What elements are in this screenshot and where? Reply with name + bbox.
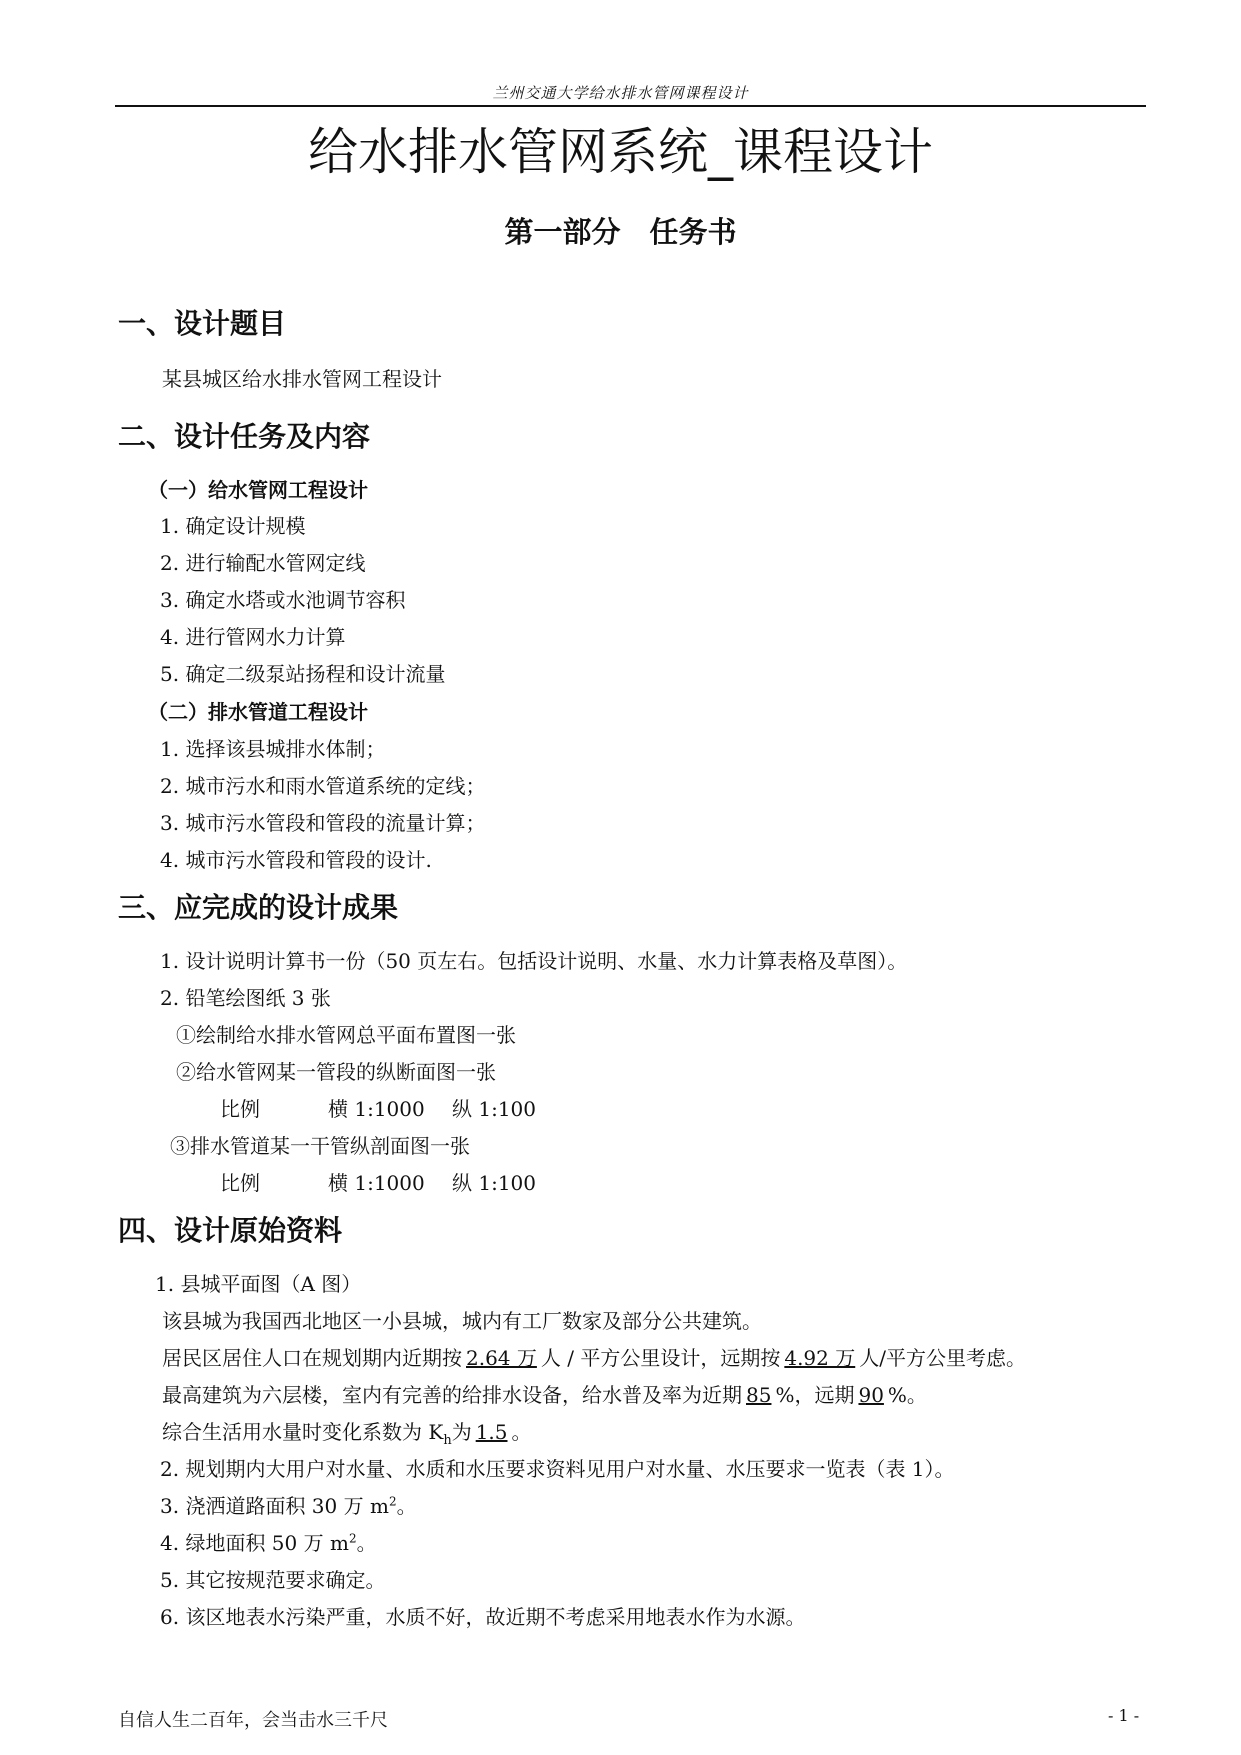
drawing-item: ②给水管网某一管段的纵断面图一张 (176, 1060, 496, 1084)
list-item: 2. 城市污水和雨水管道系统的定线； (160, 774, 486, 798)
scale-label: 比例 (220, 1171, 260, 1195)
list-item: 1. 县城平面图（A 图） (155, 1272, 362, 1296)
scale-horizontal: 横 1:1000 (328, 1171, 425, 1195)
kh-value: 1.5 (475, 1420, 508, 1444)
running-header: 兰州交通大学给水排水管网课程设计 (492, 84, 749, 102)
list-item: 3. 城市污水管段和管段的流量计算； (160, 811, 486, 835)
paragraph-line: 最高建筑为六层楼，室内有完善的给排水设备，给水普及率为近期 85 %，远期 90 %。 (162, 1383, 927, 1407)
scale-label: 比例 (220, 1097, 260, 1121)
density-far-value: 4.92 万 (784, 1346, 856, 1370)
list-item: 4. 绿地面积 50 万 $m^2$。 (160, 1531, 377, 1555)
header-rule (115, 105, 1146, 107)
list-item: 5. 其它按规范要求确定。 (160, 1568, 386, 1592)
list-item: 3. 浇洒道路面积 30 万 $m^2$。 (160, 1494, 417, 1518)
document-title: 给水排水管网系统_课程设计 (308, 123, 933, 181)
drawing-item: ③排水管道某一干管纵剖面图一张 (170, 1134, 470, 1158)
page-number: - 1 - (1108, 1706, 1140, 1725)
list-item: 4. 城市污水管段和管段的设计. (160, 848, 432, 872)
subsection-water-supply: （一）给水管网工程设计 (148, 478, 368, 502)
scale-horizontal: 横 1:1000 (328, 1097, 425, 1121)
list-item: 5. 确定二级泵站扬程和设计流量 (160, 662, 446, 686)
density-near-value: 2.64 万 (466, 1346, 537, 1370)
list-item: 3. 确定水塔或水池调节容积 (160, 588, 406, 612)
section-2-heading: 二、设计任务及内容 (118, 420, 371, 453)
list-item: 4. 进行管网水力计算 (160, 625, 346, 649)
section-1-heading: 一、设计题目 (118, 307, 287, 340)
paragraph-line: 该县城为我国西北地区一小县城，城内有工厂数家及部分公共建筑。 (162, 1309, 762, 1333)
part-heading: 第一部分 任务书 (504, 215, 737, 249)
list-item: 1. 确定设计规模 (160, 514, 306, 538)
subsection-drainage: （二）排水管道工程设计 (148, 700, 368, 724)
scale-vertical: 纵 1:100 (452, 1171, 536, 1195)
paragraph-line: 综合生活用水量时变化系数为 $K_h$为 1.5 。 (162, 1420, 532, 1448)
paragraph-line: 居民区居住人口在规划期内近期按 2.64 万 人 / 平方公里设计，远期按 4.92 万 人/平方公里考虑。 (162, 1346, 1026, 1370)
drawing-item: ①绘制给水排水管网总平面布置图一张 (176, 1023, 516, 1047)
list-item: 1. 选择该县城排水体制； (160, 737, 386, 761)
section-3-heading: 三、应完成的设计成果 (118, 891, 399, 924)
section-4-heading: 四、设计原始资料 (118, 1214, 343, 1247)
scale-vertical: 纵 1:100 (452, 1097, 536, 1121)
list-item: 6. 该区地表水污染严重，水质不好，故近期不考虑采用地表水作为水源。 (160, 1605, 806, 1629)
footer-motto: 自信人生二百年，会当击水三千尺 (118, 1710, 388, 1731)
list-item: 2. 铅笔绘图纸 3 张 (160, 986, 331, 1010)
rate-far-value: 90 (858, 1383, 884, 1407)
list-item: 2. 规划期内大用户对水量、水质和水压要求资料见用户对水量、水压要求一览表（表 1）。 (160, 1457, 955, 1481)
list-item: 1. 设计说明计算书一份（50 页左右。包括设计说明、水量、水力计算表格及草图）。 (160, 949, 908, 973)
section-1-text: 某县城区给水排水管网工程设计 (162, 367, 442, 391)
rate-near-value: 85 (746, 1383, 772, 1407)
list-item: 2. 进行输配水管网定线 (160, 551, 366, 575)
